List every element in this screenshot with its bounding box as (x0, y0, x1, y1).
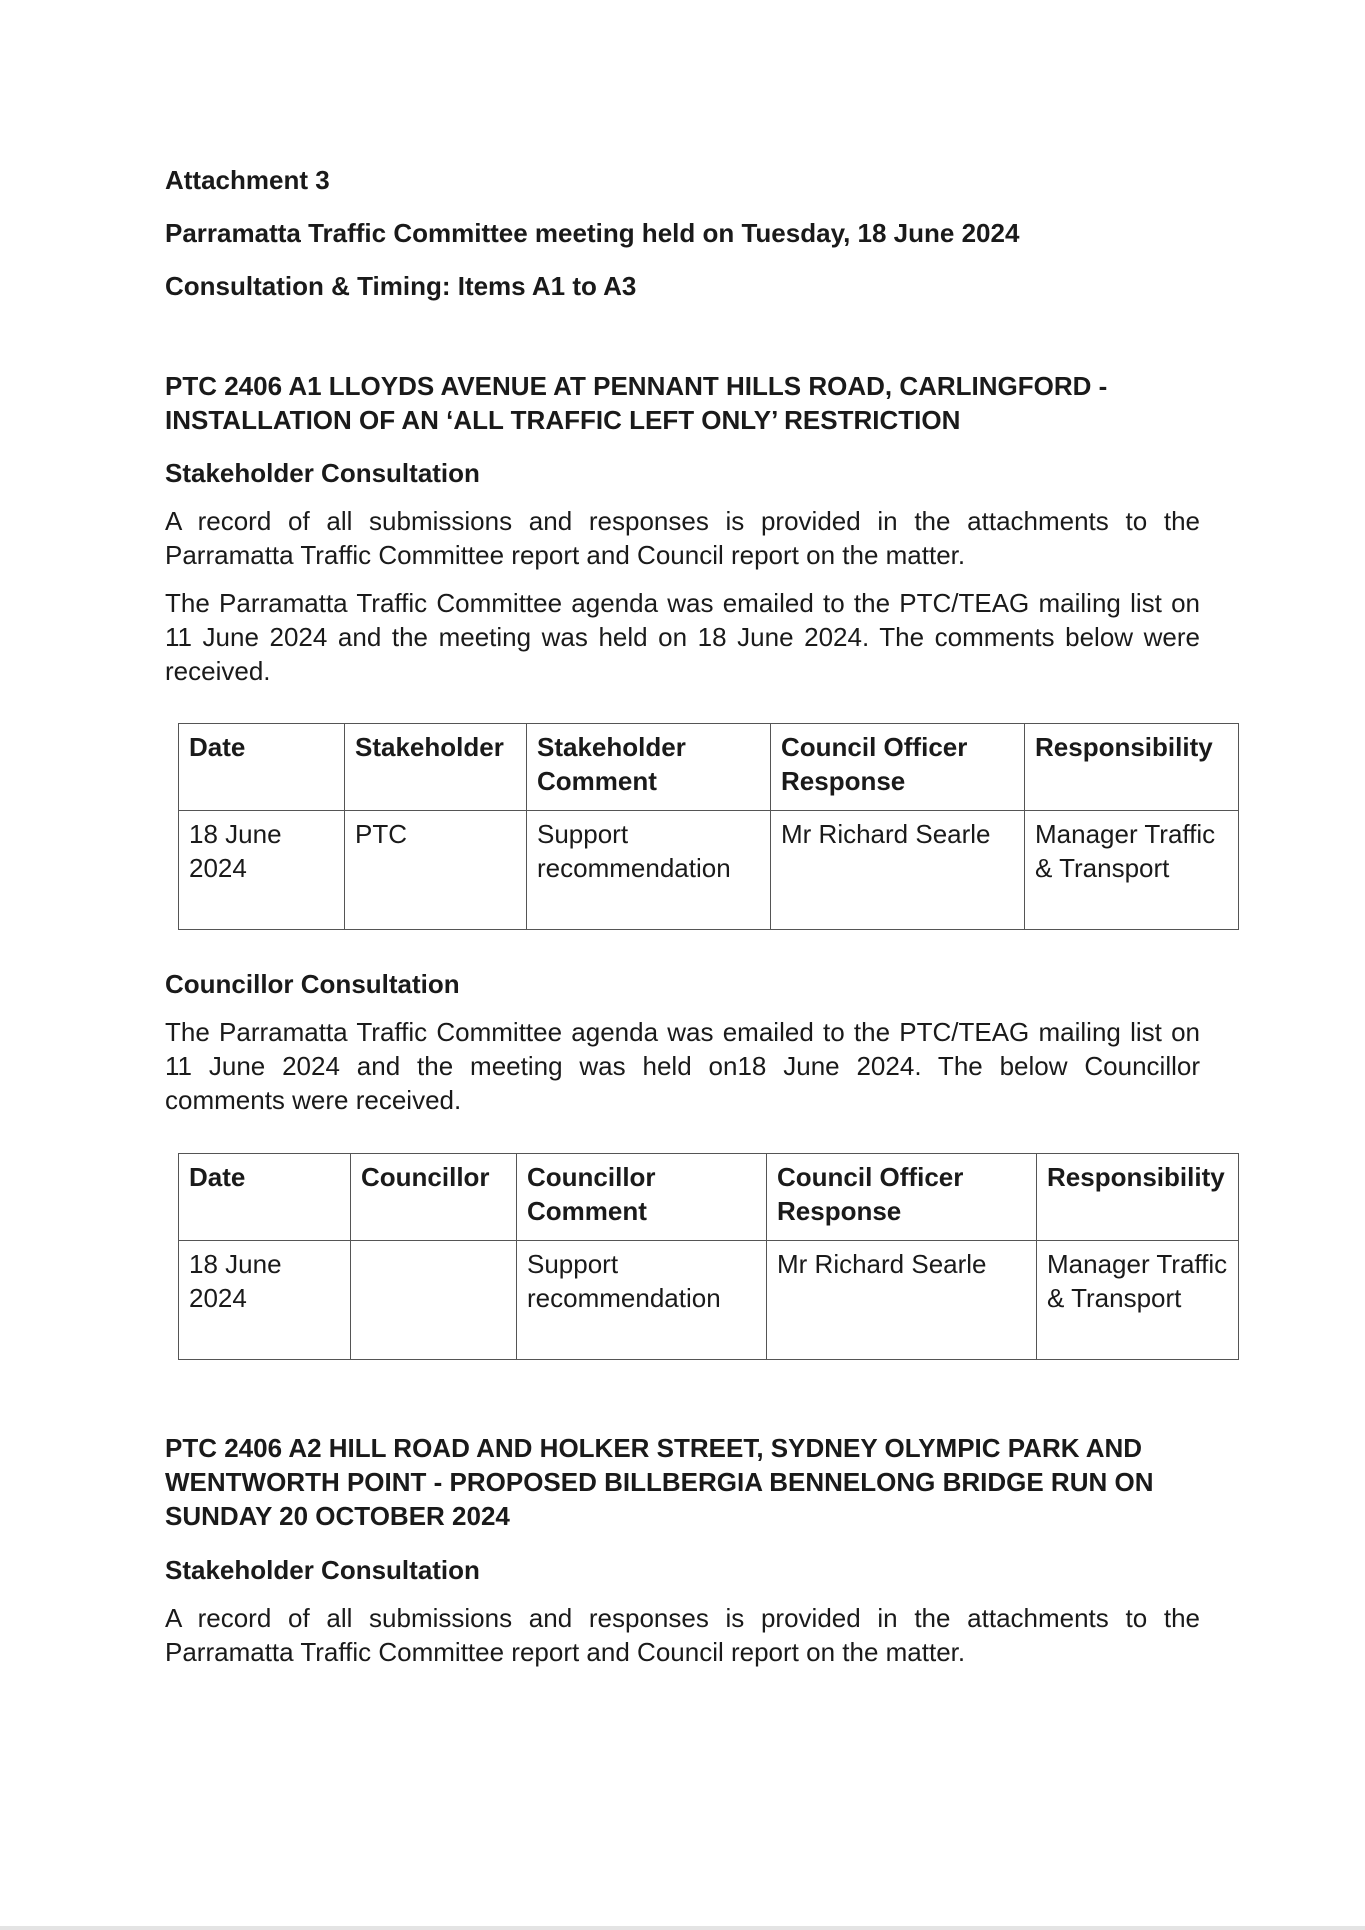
item-a1-stakeholder-para1: A record of all submissions and responses is provided in the attachments to the Parramatta Traffic Committee report and Council report on the matter. (165, 506, 1200, 570)
table-cell: Mr Richard Searle (767, 1241, 1037, 1360)
item-a2-stakeholder-para1: A record of all submissions and responses is provided in the attachments to the Parramatta Traffic Committee report and Council report on the matter. (165, 1603, 1200, 1667)
column-header: Responsibility (1025, 724, 1239, 811)
table-cell: Manager Traffic & Transport (1037, 1241, 1239, 1360)
column-header: Date (179, 1154, 351, 1241)
table-cell: 18 June 2024 (179, 811, 345, 930)
councillor-table (178, 1153, 1239, 1360)
table-cell: Manager Traffic & Transport (1025, 811, 1239, 930)
table-row (179, 1241, 1239, 1360)
page-bottom-edge (0, 1926, 1365, 1930)
attachment-label: Attachment 3 (165, 165, 330, 195)
table-header-row (179, 724, 1239, 811)
consultation-title: Consultation & Timing: Items A1 to A3 (165, 271, 637, 301)
column-header: Stakeholder Comment (527, 724, 771, 811)
councillor-consultation-para: The Parramatta Traffic Committee agenda was emailed to the PTC/TEAG mailing list on 11 June 2024 and the meeting was held on18 June 2024. The below Councillor comments were received. (165, 1017, 1200, 1115)
stakeholder-table (178, 723, 1239, 930)
item-a2-stakeholder-heading: Stakeholder Consultation (165, 1555, 480, 1585)
column-header: Responsibility (1037, 1154, 1239, 1241)
table-cell: 18 June 2024 (179, 1241, 351, 1360)
councillor-consultation-heading: Councillor Consultation (165, 969, 460, 999)
item-a1-stakeholder-para2: The Parramatta Traffic Committee agenda was emailed to the PTC/TEAG mailing list on 11 June 2024 and the meeting was held on 18 June 2024. The comments below were received. (165, 588, 1200, 686)
column-header: Date (179, 724, 345, 811)
column-header: Council Officer Response (771, 724, 1025, 811)
column-header: Councillor Comment (517, 1154, 767, 1241)
table-cell (351, 1241, 517, 1360)
column-header: Council Officer Response (767, 1154, 1037, 1241)
table-cell: Mr Richard Searle (771, 811, 1025, 930)
table-cell: Support recommendation (527, 811, 771, 930)
table-row (179, 811, 1239, 930)
table-header-row (179, 1154, 1239, 1241)
table-cell: Support recommendation (517, 1241, 767, 1360)
item-a1-title: PTC 2406 A1 LLOYDS AVENUE AT PENNANT HILLS ROAD, CARLINGFORD - INSTALLATION OF AN ‘ALL TRAFFIC LEFT ONLY’ RESTRICTION (165, 371, 1108, 435)
item-a2-title: PTC 2406 A2 HILL ROAD AND HOLKER STREET, SYDNEY OLYMPIC PARK AND WENTWORTH POINT - PROPOSED BILLBERGIA BENNELONG BRIDGE RUN ON SUNDAY 20 OCTOBER 2024 (165, 1433, 1154, 1531)
column-header: Councillor (351, 1154, 517, 1241)
table-cell: PTC (345, 811, 527, 930)
column-header: Stakeholder (345, 724, 527, 811)
meeting-title: Parramatta Traffic Committee meeting held on Tuesday, 18 June 2024 (165, 218, 1020, 248)
item-a1-stakeholder-heading: Stakeholder Consultation (165, 458, 480, 488)
